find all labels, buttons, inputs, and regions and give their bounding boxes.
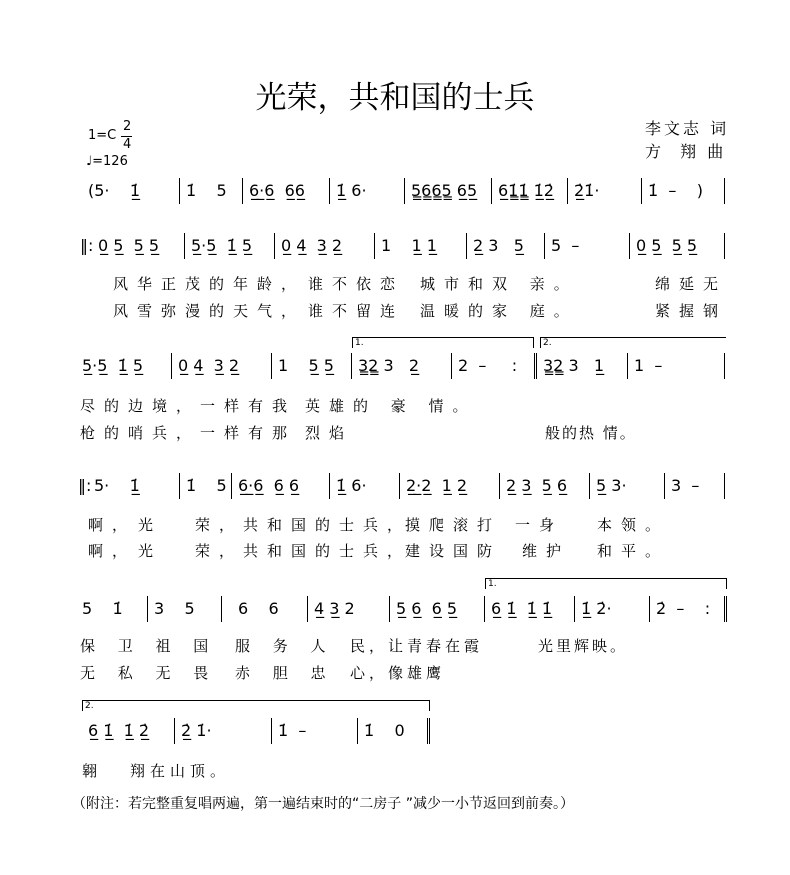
lyric: 光 (138, 516, 163, 534)
measure: 1̇ – (272, 718, 358, 744)
lyric: 建设国防 (405, 542, 502, 560)
lyric: 赤 胆 忠 (235, 664, 335, 682)
measure: 6̲·̲6̲ 6̲6̲ (243, 178, 330, 204)
lyric: 荣，共和国的士兵， (195, 516, 412, 534)
measure: 3 5 (148, 596, 222, 622)
measure: 0̲ 5̲ 5̲ 5̲ (92, 233, 185, 259)
repeat-start: ‖: (80, 236, 94, 255)
measure: 1 – (628, 353, 725, 379)
lyric: 光 (138, 542, 163, 560)
lyric: 一样有我 (200, 397, 297, 415)
volta-2: 2. (540, 337, 726, 348)
measure: 2̲·̲2̲ 1̲ 2̲ (400, 473, 500, 499)
volta-1: 1. (485, 578, 727, 589)
measure: 6̲ 1̲̇ 1̲̇ 2̲̇ (82, 718, 175, 744)
measure: 6̲1̳̇1̳̇ 1̲̇2̲̇ (492, 178, 568, 204)
lyric: 般的热 情。 (545, 424, 637, 442)
measure: 1̇ 0 (358, 718, 430, 744)
measure: 1̲̇ 6· (330, 178, 405, 204)
measure: 1̇ 5 (180, 473, 232, 499)
lyric: 风雪弥漫的天气， (113, 302, 306, 320)
measure: 2̲ 3̲ 5̲ 6̲ (500, 473, 590, 499)
measure: 0̲ 4̲ 3̲ 2̲ (172, 353, 272, 379)
measure: 2̲̇ 1̇· (175, 718, 272, 744)
measure: 1 1̲ 1̲ (375, 233, 467, 259)
lyric: 温暖的家 庭。 (420, 302, 578, 320)
lyric: 谁不留连 (308, 302, 405, 320)
tempo-marking: ♩=126 (86, 154, 128, 169)
measure: 2̲ 3 5̲ (467, 233, 545, 259)
lyric: 枪的哨兵， (80, 424, 201, 442)
lyric: 本领。 (597, 516, 670, 534)
lyric: 翔在山顶。 (130, 762, 231, 780)
measure: 5̲ 6̲ 6̲ 5̲ (390, 596, 485, 622)
measure: 0̲ 4̲ 3̲ 2̲ (275, 233, 375, 259)
lyric: 英雄的 豪 情。 (305, 397, 477, 415)
measure: 3̳2̳ 3 1̲ (537, 353, 628, 379)
measure: 6̲·̲6̲ 6̲ 6̲ (232, 473, 330, 499)
lyric: 和平。 (597, 542, 670, 560)
lyric: 绵延无 (655, 275, 728, 293)
measure: 1̲̇ 6· (330, 473, 400, 499)
measure: 3̳2̳ 3 2̲ (352, 353, 452, 379)
lyric: 保 卫 祖 国 (80, 637, 218, 655)
lyric: 一身 (515, 516, 564, 534)
lyric: 民，让青春在霞 (350, 637, 484, 655)
measure: 6 6 (222, 596, 308, 622)
lyric: 光里辉映。 (538, 637, 629, 655)
lyric: 荣，共和国的士兵， (195, 542, 412, 560)
lyric: 谁不依恋 (308, 275, 405, 293)
measure: 5 1̇ (76, 596, 148, 622)
measure: 6̲ 1̲̇ 1̲̇ 1̲̇ (485, 596, 575, 622)
lyric: 风华正茂的年龄， (113, 275, 306, 293)
measure: 2 – : (452, 353, 537, 379)
measure: 1̇ – ) (642, 178, 725, 204)
time-signature-bottom: 4 (123, 137, 132, 152)
measure: 1̲̇ 2̇· (575, 596, 650, 622)
measure: 1̇ 5 (180, 178, 243, 204)
volta-2: 2. (82, 700, 430, 711)
lyric: 啊， (88, 516, 137, 534)
measure: (5· 1̲̇ (82, 178, 180, 204)
measure: 2̲̇1̇· (568, 178, 642, 204)
lyricist-credit: 李文志 词 (645, 119, 730, 138)
song-title: 光荣，共和国的士兵 (255, 80, 535, 116)
measure: 4̲ 3̲ 2 (308, 596, 390, 622)
measure: 2̇ – : (650, 596, 727, 622)
lyric: 翱 (82, 762, 107, 780)
lyric: 紧握钢 (655, 302, 728, 320)
measure: 5̲ 3· (590, 473, 665, 499)
measure: 5̲·5̲ 1̲̇ 5̲ (76, 353, 172, 379)
volta-1: 1. (352, 337, 534, 348)
lyric: 啊， (88, 542, 137, 560)
key-signature: 1=C (88, 128, 117, 143)
lyric: 心，像雄鹰 (350, 664, 446, 682)
measure: 1 5̲ 5̲ (272, 353, 352, 379)
measure: 0̲ 5̲ 5̲ 5̲ (630, 233, 725, 259)
lyric: 摸爬滚打 (405, 516, 502, 534)
footnote: （附注：若完整重复唱两遍，第一遍结束时的“二房子 ”减少一小节返回到前奏。） (72, 796, 574, 812)
lyric: 无 私 无 畏 (80, 664, 218, 682)
measure: 3 – (665, 473, 725, 499)
measure: 5̲·5̲ 1̲̇ 5̲ (185, 233, 275, 259)
lyric: 城市和双 亲。 (420, 275, 578, 293)
lyric: 烈焰 (305, 424, 354, 442)
lyric: 服 务 人 (235, 637, 335, 655)
repeat-start: ‖: (78, 476, 92, 495)
lyric: 一样有那 (200, 424, 297, 442)
composer-credit: 方 翔 曲 (645, 142, 727, 161)
measure: 5̳6̳6̳5̳ 6̲5̲ (405, 178, 492, 204)
measure: 5· 1̲̇ (88, 473, 180, 499)
measure: 5 – (545, 233, 630, 259)
lyric: 维护 (522, 542, 571, 560)
lyric: 尽的边境， (80, 397, 201, 415)
time-signature-top: 2 (123, 119, 132, 134)
